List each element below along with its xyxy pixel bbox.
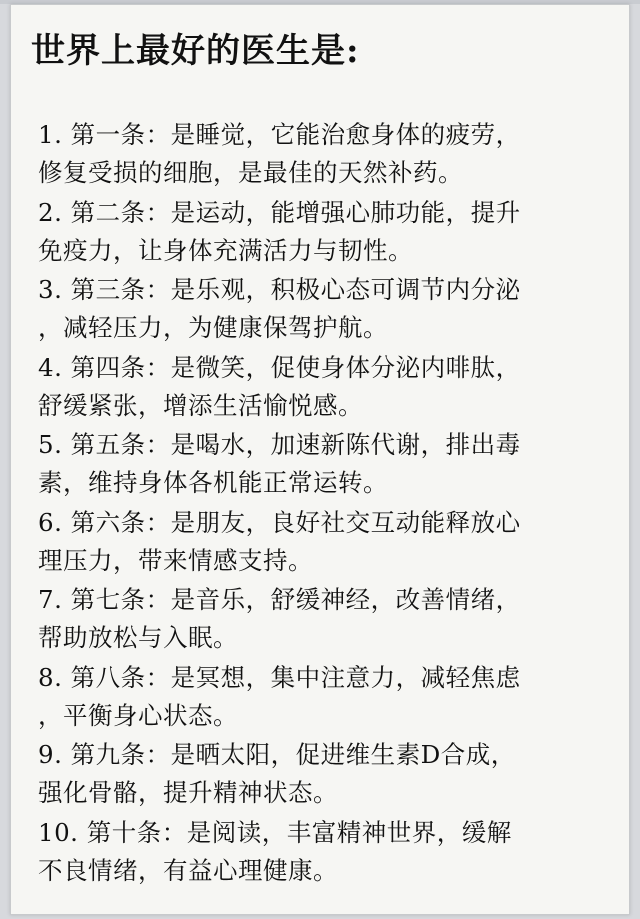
tips-list bbox=[38, 117, 628, 892]
item-line-1: 2. 第二条：是运动，能增强心肺功能，提升 bbox=[38, 197, 521, 227]
list-item bbox=[38, 117, 628, 195]
list-item bbox=[38, 350, 628, 428]
list-item bbox=[38, 272, 628, 350]
item-line-2: 素，维持身体各机能正常运转。 bbox=[38, 468, 388, 497]
list-item bbox=[38, 505, 628, 583]
item-line-2: 修复受损的细胞，是最佳的天然补药。 bbox=[38, 158, 463, 187]
item-line-1: 4. 第四条：是微笑，促使身体分泌内啡肽， bbox=[38, 352, 521, 382]
item-line-1: 9. 第九条：是晒太阳，促进维生素D合成， bbox=[38, 740, 516, 769]
item-line-1: 10. 第十条：是阅读，丰富精神世界，缓解 bbox=[38, 817, 512, 847]
item-line-1: 6. 第六条：是朋友，良好社交互动能释放心 bbox=[38, 507, 521, 537]
item-line-2: ，平衡身心状态。 bbox=[38, 700, 238, 730]
page-title: 世界上最好的医生是: bbox=[31, 31, 360, 71]
item-line-1: 5. 第五条：是喝水，加速新陈代谢，排出毒 bbox=[38, 430, 521, 459]
item-line-2: 强化骨骼，提升精神状态。 bbox=[38, 778, 338, 807]
item-line-2: 不良情绪，有益心理健康。 bbox=[38, 855, 338, 885]
item-line-1: 8. 第八条：是冥想，集中注意力，减轻焦虑 bbox=[38, 662, 521, 692]
list-item bbox=[38, 737, 628, 815]
document-page bbox=[10, 4, 630, 915]
item-line-2: 免疫力，让身体充满活力与韧性。 bbox=[38, 235, 413, 265]
item-line-1: 7. 第七条：是音乐，舒缓神经，改善情绪， bbox=[38, 585, 521, 614]
list-item bbox=[38, 582, 628, 660]
list-item bbox=[38, 815, 628, 893]
list-item bbox=[38, 195, 628, 273]
list-item bbox=[38, 660, 628, 738]
item-line-2: 帮助放松与入眠。 bbox=[38, 623, 238, 652]
item-line-2: ，减轻压力，为健康保驾护航。 bbox=[38, 313, 388, 342]
item-line-2: 舒缓紧张，增添生活愉悦感。 bbox=[38, 390, 363, 420]
list-item bbox=[38, 427, 628, 505]
item-line-1: 3. 第三条：是乐观，积极心态可调节内分泌 bbox=[38, 275, 521, 304]
item-line-2: 理压力，带来情感支持。 bbox=[38, 545, 313, 575]
item-line-1: 1. 第一条：是睡觉，它能治愈身体的疲劳， bbox=[38, 120, 521, 149]
